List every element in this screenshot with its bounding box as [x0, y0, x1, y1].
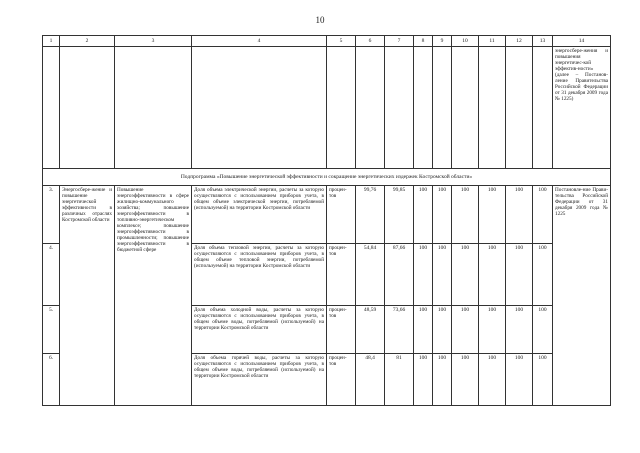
value-cell: 73,66 — [385, 306, 414, 354]
program-tasks: Повышение энергоэффективности в сфере жилищно-коммунального хозяйства; повышение энергоэффективности в топливно-энергетическом комплексе; повышение энергоэффективности в промышленности; повышение энергоэффективности в бюджетной сфере — [115, 186, 192, 406]
value-cell: 100 — [433, 186, 452, 244]
value-cell: 100 — [452, 186, 479, 244]
col-header: 12 — [506, 36, 533, 47]
value-cell: 100 — [414, 186, 433, 244]
value-cell: 54,84 — [356, 244, 385, 306]
indicator-name: Доля объема тепловой энергии, расчеты за которую осуществляются с использованием приборов учета, в общем объеме тепловой энергии, потребляемой (используемой) на территории Костромской области — [192, 244, 327, 306]
value-cell: 100 — [433, 354, 452, 406]
basis-cell: энергосбере-жения и повышения энергетичес-кой эффектив-ности» (далее – Постанов-ление Правительства Российской Федерации от 31 декабря 2009 года № 1225) — [553, 47, 611, 169]
col-header: 1 — [43, 36, 60, 47]
subprogram-row — [43, 169, 611, 186]
value-cell: 100 — [533, 306, 553, 354]
subprogram-title: Подпрограмма «Повышение энергетической эффективности и сокращение энергетических издержек Костромской области» — [43, 169, 611, 186]
value-cell: 100 — [414, 306, 433, 354]
value-cell: 99,76 — [356, 186, 385, 244]
value-cell: 100 — [479, 186, 506, 244]
value-cell: 100 — [533, 186, 553, 244]
value-cell: 100 — [433, 306, 452, 354]
value-cell: 100 — [533, 244, 553, 306]
indicator-name: Доля объема холодной воды, расчеты за которую осуществляются с использованием приборов учета, в общем объеме воды, потребляемой (используемой) на территории Костромской области — [192, 306, 327, 354]
continuation-row — [43, 47, 611, 169]
value-cell: 100 — [414, 354, 433, 406]
value-cell: 100 — [479, 354, 506, 406]
col-header: 4 — [192, 36, 327, 47]
value-cell: 100 — [506, 244, 533, 306]
col-header: 5 — [327, 36, 356, 47]
indicator-name: Доля объема электрической энергии, расчеты за которую осуществляются с использованием приборов учета, в общем объеме электрической энергии, потребляемой (используемой) на территории Костромской области — [192, 186, 327, 244]
value-cell: 48,4 — [356, 354, 385, 406]
col-header: 14 — [553, 36, 611, 47]
unit: процен-тов — [327, 306, 356, 354]
value-cell: 100 — [506, 186, 533, 244]
row-number: 3. — [43, 186, 60, 244]
unit: процен-тов — [327, 354, 356, 406]
value-cell: 48,59 — [356, 306, 385, 354]
value-cell: 87,66 — [385, 244, 414, 306]
unit: процен-тов — [327, 244, 356, 306]
value-cell: 100 — [452, 354, 479, 406]
value-cell: 100 — [506, 354, 533, 406]
value-cell: 100 — [452, 244, 479, 306]
indicators-table — [42, 35, 611, 406]
row-number: 4. — [43, 244, 60, 306]
value-cell: 100 — [479, 244, 506, 306]
col-header: 6 — [356, 36, 385, 47]
value-cell: 100 — [452, 306, 479, 354]
row-number: 6. — [43, 354, 60, 406]
col-header: 2 — [60, 36, 115, 47]
value-cell: 81 — [385, 354, 414, 406]
col-header: 10 — [452, 36, 479, 47]
program-name: Энергосбере-жение и повышение энергетической эффективности в различных отраслях Костромской области — [60, 186, 115, 406]
page-number: 10 — [315, 15, 325, 25]
indicator-name: Доля объема горячей воды, расчеты за которую осуществляются с использованием приборов учета, в общем объеме воды, потребляемой (используемой) на территории Костромской области — [192, 354, 327, 406]
header-row — [43, 36, 611, 47]
row-number: 5. — [43, 306, 60, 354]
value-cell: 99,85 — [385, 186, 414, 244]
value-cell: 100 — [533, 354, 553, 406]
col-header: 7 — [385, 36, 414, 47]
value-cell: 100 — [433, 244, 452, 306]
value-cell: 100 — [479, 306, 506, 354]
value-cell: 100 — [506, 306, 533, 354]
col-header: 9 — [433, 36, 452, 47]
value-cell: 100 — [414, 244, 433, 306]
col-header: 3 — [115, 36, 192, 47]
col-header: 11 — [479, 36, 506, 47]
basis-cell: Постановле-ние Прави-тельства Российской Федерации от 31 декабря 2009 года № 1225 — [553, 186, 611, 406]
unit: процен-тов — [327, 186, 356, 244]
col-header: 8 — [414, 36, 433, 47]
table-row — [43, 186, 611, 244]
col-header: 13 — [533, 36, 553, 47]
